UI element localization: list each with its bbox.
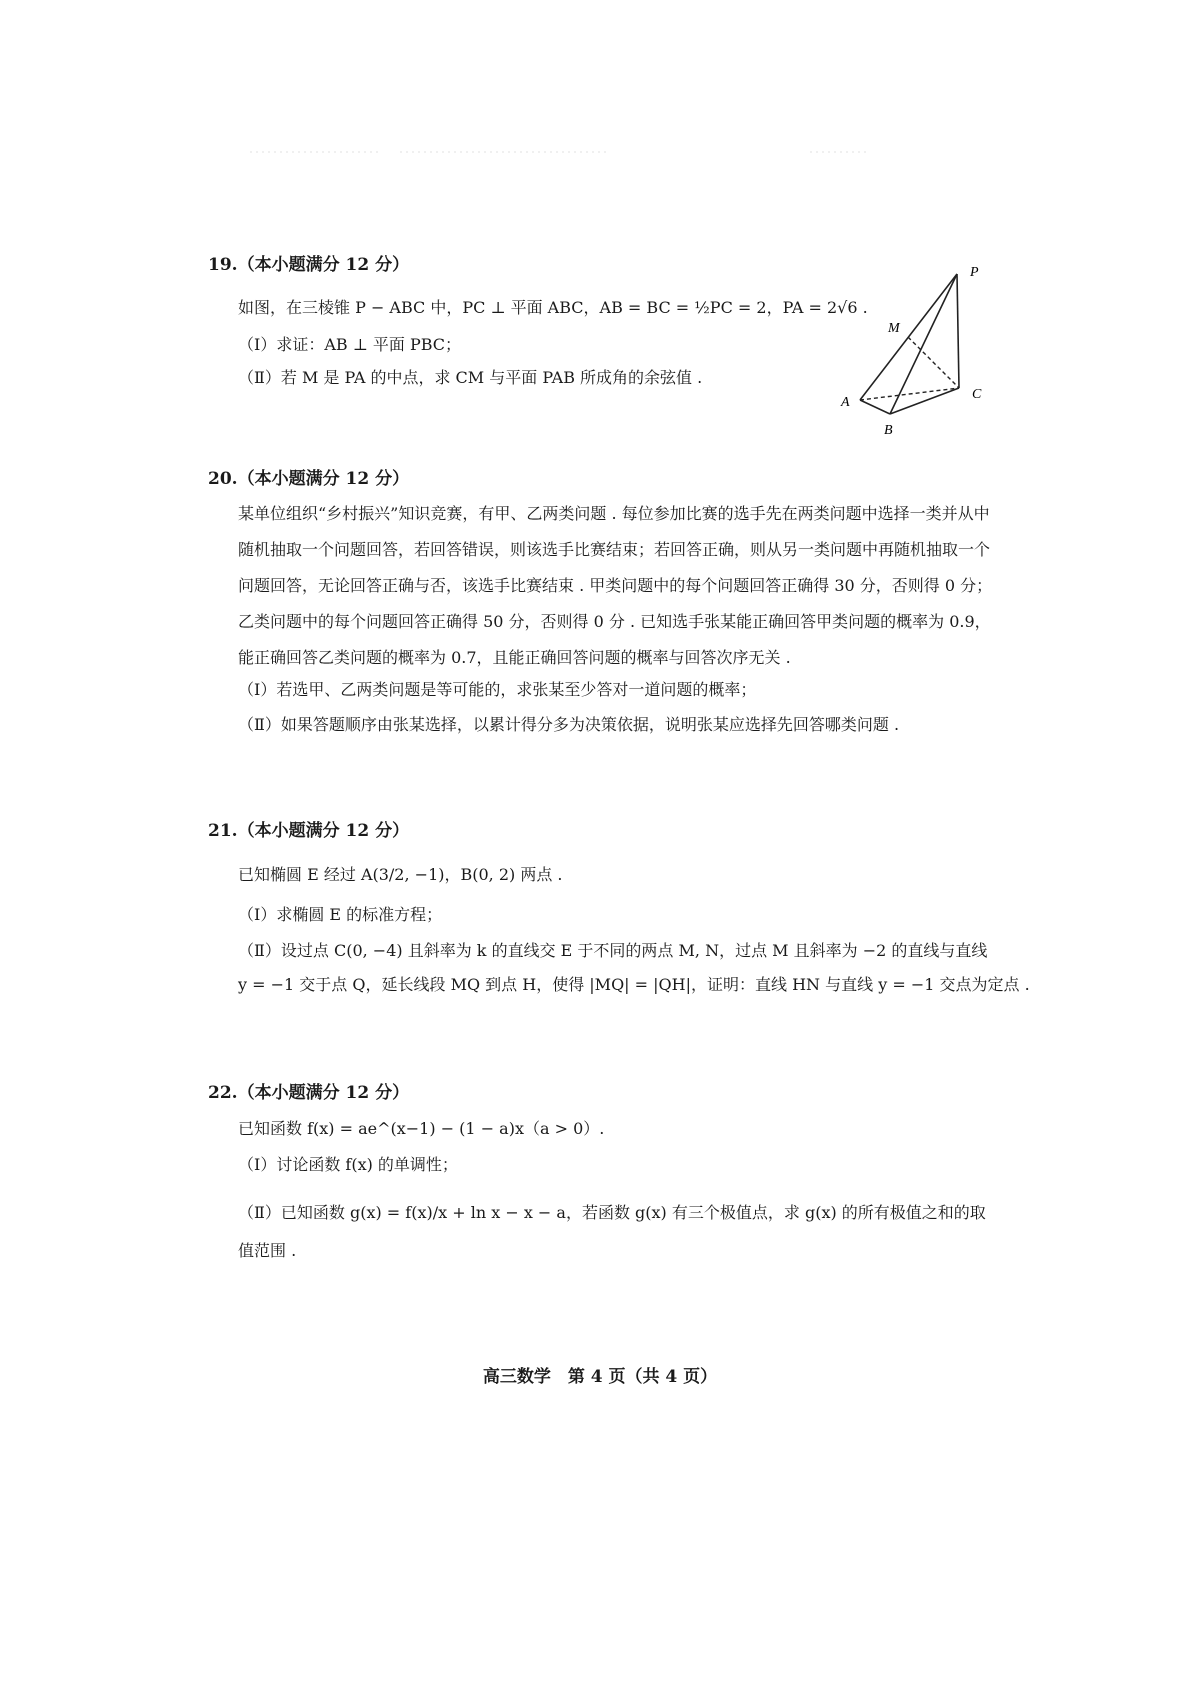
q22-part2-line1: （Ⅱ）已知函数 g(x) = f(x)/x + ln x − x − a，若函数 g(x) 有三个极值点，求 g(x) 的所有极值之和的取 xyxy=(238,1203,986,1222)
q21-part2-line2: y = −1 交于点 Q，延长线段 MQ 到点 H，使得 |MQ| = |QH|，证明：直线 HN 与直线 y = −1 交点为定点 . xyxy=(238,975,1030,994)
q22-part2-line2: 值范围 . xyxy=(238,1241,297,1260)
q19-header: 19.（本小题满分 12 分） xyxy=(208,255,410,275)
q21-part2-line1: （Ⅱ）设过点 C(0, −4) 且斜率为 k 的直线交 E 于不同的两点 M, N，过点 M 且斜率为 −2 的直线与直线 xyxy=(238,941,988,960)
q22-header: 22.（本小题满分 12 分） xyxy=(208,1083,410,1103)
q19-part2: （Ⅱ）若 M 是 PA 的中点，求 CM 与平面 PAB 所成角的余弦值 . xyxy=(238,368,703,387)
label-p: P xyxy=(970,265,979,280)
scan-artifact-dots xyxy=(250,150,870,154)
q21-part1: （Ⅰ）求椭圆 E 的标准方程； xyxy=(238,905,443,924)
q21-header: 21.（本小题满分 12 分） xyxy=(208,821,410,841)
tetrahedron-figure xyxy=(840,262,1000,442)
label-c: C xyxy=(972,387,982,402)
q20-part2: （Ⅱ）如果答题顺序由张某选择，以累计得分多为决策依据，说明张某应选择先回答哪类问题 . xyxy=(238,715,900,734)
page-footer: 高三数学 第 4 页（共 4 页） xyxy=(482,1367,718,1387)
q19-part1: （Ⅰ）求证：AB ⊥ 平面 PBC； xyxy=(238,335,462,354)
q20-body: 某单位组织“乡村振兴”知识竞赛，有甲、乙两类问题 . 每位参加比赛的选手先在两类问题中选择一类并从中随机抽取一个问题回答，若回答错误，则该选手比赛结束；若回答正确，则从另一类问题中再随机抽取一个问题回答，无论回答正确与否，该选手比赛结束 . 甲类问题中的每个问题回答正确得 30 分，否则得 0 分；乙类问题中的每个问题回答正确得 50 分，否则得 0 分 . 已知选手张某能正确回答甲类问题的概率为 0.9，能正确回答乙类问题的概率为 0.7，且能正确回答问题的概率与回答次序无关 . xyxy=(238,504,993,667)
q22-part1: （Ⅰ）讨论函数 f(x) 的单调性； xyxy=(238,1155,458,1174)
label-a: A xyxy=(841,395,850,410)
q22-stem: 已知函数 f(x) = ae^(x−1) − (1 − a)x（a > 0）. xyxy=(238,1119,605,1138)
q20-part1: （Ⅰ）若选甲、乙两类问题是等可能的，求张某至少答对一道问题的概率； xyxy=(238,680,757,699)
label-m: M xyxy=(888,321,900,336)
q19-stem: 如图，在三棱锥 P − ABC 中，PC ⊥ 平面 ABC，AB = BC = ½PC = 2，PA = 2√6 . xyxy=(238,298,868,317)
q21-stem: 已知椭圆 E 经过 A(3/2, −1)，B(0, 2) 两点 . xyxy=(238,865,563,884)
label-b: B xyxy=(884,423,893,438)
q20-header: 20.（本小题满分 12 分） xyxy=(208,469,410,489)
